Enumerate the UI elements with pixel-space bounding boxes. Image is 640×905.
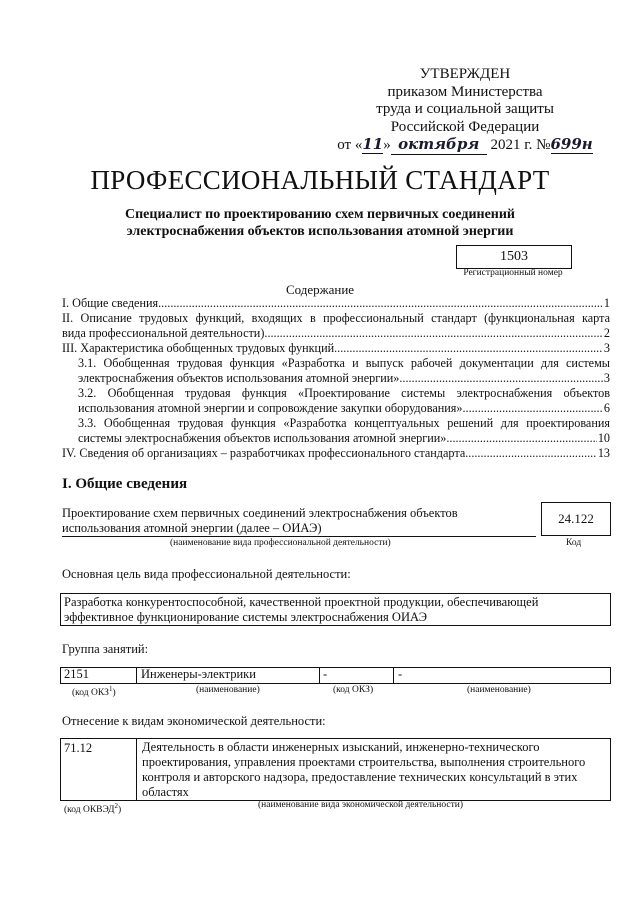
toc-item-page: 6	[603, 401, 610, 415]
approval-line-4: Российской Федерации	[390, 118, 540, 135]
goal-line-1: Разработка конкурентоспособной, качественной проектной продукции, обеспечивающей	[64, 595, 539, 609]
toc-item-page: 2	[603, 326, 610, 340]
goal-line-2: эффективное функционирование системы электроснабжения ОИАЭ	[64, 610, 427, 624]
okved-line-3: контроля и авторского надзора, предоставление технических консультаций в этих	[142, 770, 578, 784]
date-prefix: от «	[337, 137, 363, 153]
activity-caption: (наименование вида профессиональной деятельности)	[170, 538, 391, 548]
toc-item-text-line1: 3.1. Обобщенная трудовая функция «Разработка и выпуск рабочей документации для системы	[78, 356, 610, 370]
date-mid: »	[383, 137, 391, 153]
goal-label: Основная цель вида профессиональной деятельности:	[62, 567, 351, 581]
okz-name2-caption: (наименование)	[467, 685, 531, 695]
toc-item-4	[62, 446, 610, 461]
okz-code-caption: (код ОКЗ$^1$)	[72, 685, 116, 699]
toc-item-text-line1: II. Описание трудовых функций, входящих в профессиональный стандарт (функциональная карта	[62, 311, 610, 325]
okved-line-2: проектирования, управления проектами строительства, выполнения строительного	[142, 755, 586, 769]
toc-item-page: 10	[597, 431, 610, 445]
date-month-handwritten: октября	[391, 136, 487, 155]
code-caption: Код	[566, 538, 582, 548]
registration-number-box: 1503	[456, 245, 572, 269]
toc-item-text: системы электроснабжения объектов использования атомной энергии»	[78, 431, 447, 445]
toc-item-text: вида профессиональной деятельности)	[62, 326, 265, 340]
approval-line-3: труда и социальной защиты	[376, 101, 554, 117]
okved-code-cell: 71.12	[64, 741, 93, 755]
toc-item-text: использования атомной энергии и сопровождение закупки оборудования»	[78, 401, 463, 415]
okz-code2-cell: -	[323, 667, 328, 681]
goal-text	[64, 595, 538, 625]
toc-item-page: 3	[603, 371, 610, 385]
approval-line-2: приказом Министерства	[387, 83, 543, 100]
toc-item-text: электроснабжения объектов использования атомной энергии»	[78, 371, 400, 385]
date-year: 2021 г. №	[490, 137, 551, 153]
toc-item-page: 13	[597, 446, 610, 460]
toc-item-2	[62, 311, 610, 341]
okz-name-cell: Инженеры-электрики	[141, 667, 256, 681]
okz-name2-cell: -	[398, 667, 403, 681]
toc-item-text: IV. Сведения об организациях – разработчиках профессионального стандарта	[62, 446, 466, 460]
okved-description-cell	[142, 740, 585, 800]
okved-code-caption: (код ОКВЭД$^2$)	[64, 802, 122, 816]
section-1-heading: I. Общие сведения	[62, 476, 188, 492]
toc-item-text-line1: 3.3. Обобщенная трудовая функция «Разработка концептуальных решений для проектирования	[78, 416, 610, 430]
activity-line-1: Проектирование схем первичных соединений электроснабжения объектов	[62, 506, 458, 520]
okved-name-caption: (наименование вида экономической деятельности)	[258, 800, 463, 810]
toc-item-3-1	[78, 356, 610, 386]
subtitle-line-2: электроснабжения объектов использования атомной энергии	[126, 224, 514, 239]
registration-number-label: Регистрационный номер	[463, 268, 563, 278]
approval-line-1: УТВЕРЖДЕН	[419, 66, 511, 82]
econ-label: Отнесение к видам экономической деятельности:	[62, 714, 326, 728]
approval-block	[330, 66, 600, 155]
date-day-handwritten: 11	[362, 135, 384, 153]
okz-name-caption: (наименование)	[196, 685, 260, 695]
subtitle-line-1: Специалист по проектированию схем первичных соединений	[124, 207, 516, 222]
toc-item-text: I. Общие сведения	[62, 296, 159, 310]
activity-name	[62, 506, 458, 536]
toc-item-1	[62, 296, 610, 311]
toc-heading: Содержание	[285, 282, 355, 297]
order-number-handwritten: 699н	[550, 135, 593, 153]
toc-item-3-2	[78, 386, 610, 416]
standard-subtitle	[60, 206, 580, 240]
toc-item-text: III. Характеристика обобщенных трудовых функций	[62, 341, 335, 355]
toc-item-3	[62, 341, 610, 356]
okz-code-cell: 2151	[64, 667, 89, 681]
toc-item-page: 1	[603, 296, 610, 310]
activity-code-box: 24.122	[541, 502, 611, 536]
toc-item-page: 3	[603, 341, 610, 355]
toc-item-text-line1: 3.2. Обобщенная трудовая функция «Проектирование системы электроснабжения объектов	[78, 386, 610, 400]
page-title: ПРОФЕССИОНАЛЬНЫЙ СТАНДАРТ	[90, 165, 550, 195]
okved-line-1: Деятельность в области инженерных изысканий, инженерно-технического	[142, 740, 540, 754]
group-label: Группа занятий:	[62, 642, 149, 656]
activity-underline	[62, 536, 536, 537]
okz-code2-caption: (код ОКЗ)	[333, 685, 374, 695]
activity-line-2: использования атомной энергии (далее – ОИАЭ)	[62, 521, 322, 535]
toc-item-3-3	[78, 416, 610, 446]
approval-date-line	[330, 136, 600, 155]
okved-line-4: областях	[142, 785, 189, 799]
